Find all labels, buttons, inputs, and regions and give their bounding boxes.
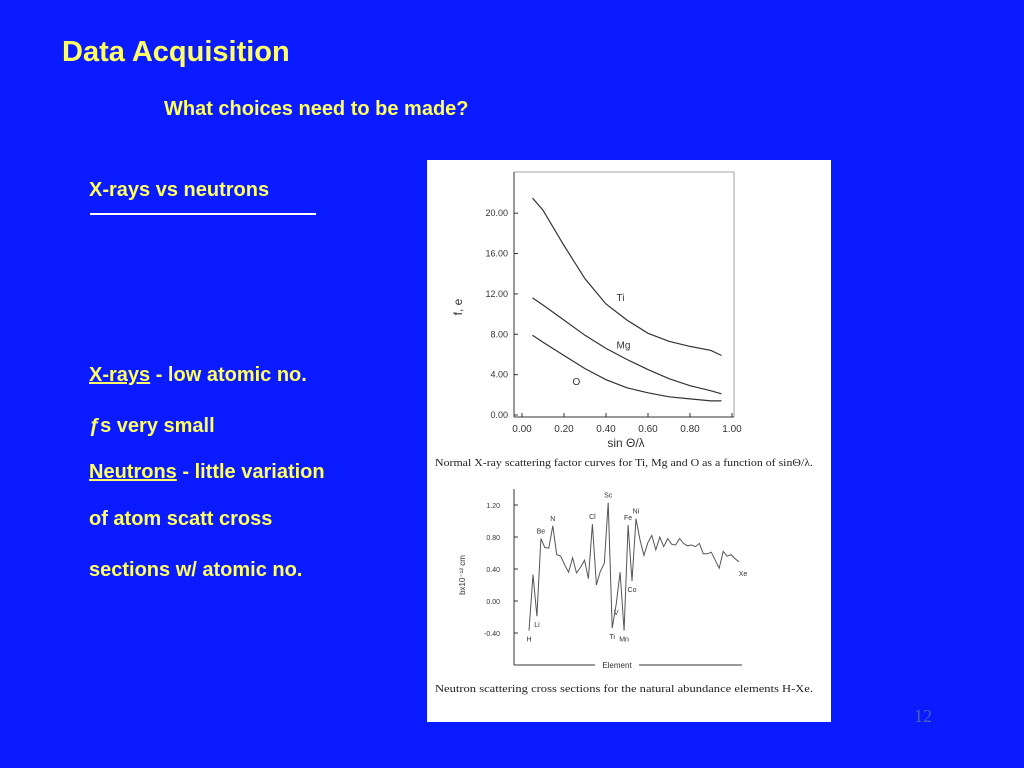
- chart1-x-tick-label: 1.00: [722, 424, 742, 435]
- chart2-point-label: Sc: [604, 492, 613, 500]
- chart2-y-tick-label: -0.40: [484, 631, 500, 638]
- atom-scatt-line: of atom scatt cross: [89, 508, 273, 530]
- xrays-description: - low atomic no.: [150, 364, 307, 386]
- chart2-y-axis-label: bx10⁻¹² cm: [458, 555, 467, 595]
- chart1-series-label: Mg: [616, 340, 631, 352]
- chart2-point-label: V: [613, 610, 619, 618]
- slide-title: Data Acquisition: [62, 36, 290, 68]
- sections-line: sections w/ atomic no.: [89, 559, 303, 581]
- chart2-point-label: H: [526, 636, 532, 644]
- chart1-x-tick-label: 0.80: [680, 424, 700, 435]
- chart2-point-label: Ni: [632, 508, 640, 516]
- chart2-y-tick-label: 0.00: [486, 599, 500, 606]
- page-number: 12: [914, 706, 932, 726]
- chart1-y-tick-label: 12.00: [485, 288, 508, 299]
- xrays-line: [89, 364, 307, 387]
- chart1-x-tick-label: 0.00: [512, 424, 532, 435]
- chart1-caption: Normal X-ray scattering factor curves for Ti, Mg and O as a function of sinΘ/λ.: [435, 458, 813, 469]
- chart2-y-tick-label: 0.80: [486, 535, 500, 542]
- neutrons-line: [89, 461, 325, 484]
- xrays-term: X-rays: [89, 364, 151, 386]
- chart2-point-label: Be: [536, 528, 546, 536]
- chart1-x-tick-label: 0.40: [596, 424, 616, 435]
- chart2-series-line: [529, 503, 739, 631]
- fs-small-line: ƒs very small: [89, 415, 215, 437]
- chart1-x-axis-label: sin Θ/λ: [607, 436, 645, 450]
- chart1-x-tick-label: 0.20: [554, 424, 574, 435]
- chart1-series-ti-line: [533, 198, 722, 356]
- chart1-series-label: O: [572, 377, 581, 389]
- chart1-y-tick-label: 8.00: [490, 329, 508, 340]
- chart2-y-tick-label: 1.20: [486, 503, 500, 510]
- chart1-y-tick-label: 16.00: [485, 248, 508, 259]
- chart2-caption: Neutron scattering cross sections for the natural abundance elements H-Xe.: [435, 684, 813, 695]
- slide-subtitle: What choices need to be made?: [164, 98, 469, 120]
- scattering-figure: [427, 160, 831, 722]
- chart1-y-tick-label: 4.00: [490, 369, 508, 380]
- chart2-point-label: Xe: [738, 570, 748, 578]
- chart1-series-label: Ti: [616, 292, 625, 304]
- chart2-point-label: Fe: [623, 515, 633, 522]
- figure-svg: [427, 160, 831, 722]
- section-heading: X-rays vs neutrons: [89, 179, 270, 201]
- heading-underline: [90, 213, 316, 215]
- chart2-y-tick-label: 0.40: [486, 567, 500, 574]
- chart2-point-label: Mn: [619, 636, 629, 644]
- neutrons-term: Neutrons: [89, 461, 177, 483]
- chart2-point-label: Co: [627, 587, 637, 594]
- neutrons-description: - little variation: [176, 461, 325, 483]
- chart2-point-label: Cl: [589, 514, 596, 522]
- chart2-x-axis-label: Element: [602, 661, 632, 670]
- chart1-y-tick-label: 20.00: [485, 208, 508, 219]
- chart2-point-label: N: [550, 515, 556, 523]
- chart1-y-tick-label: 0.00: [490, 410, 508, 420]
- chart2-point-label: Ti: [609, 634, 615, 642]
- chart1-x-tick-label: 0.60: [638, 424, 658, 435]
- chart2-point-label: Li: [534, 622, 540, 630]
- chart1-y-axis-label: f, e: [451, 298, 465, 316]
